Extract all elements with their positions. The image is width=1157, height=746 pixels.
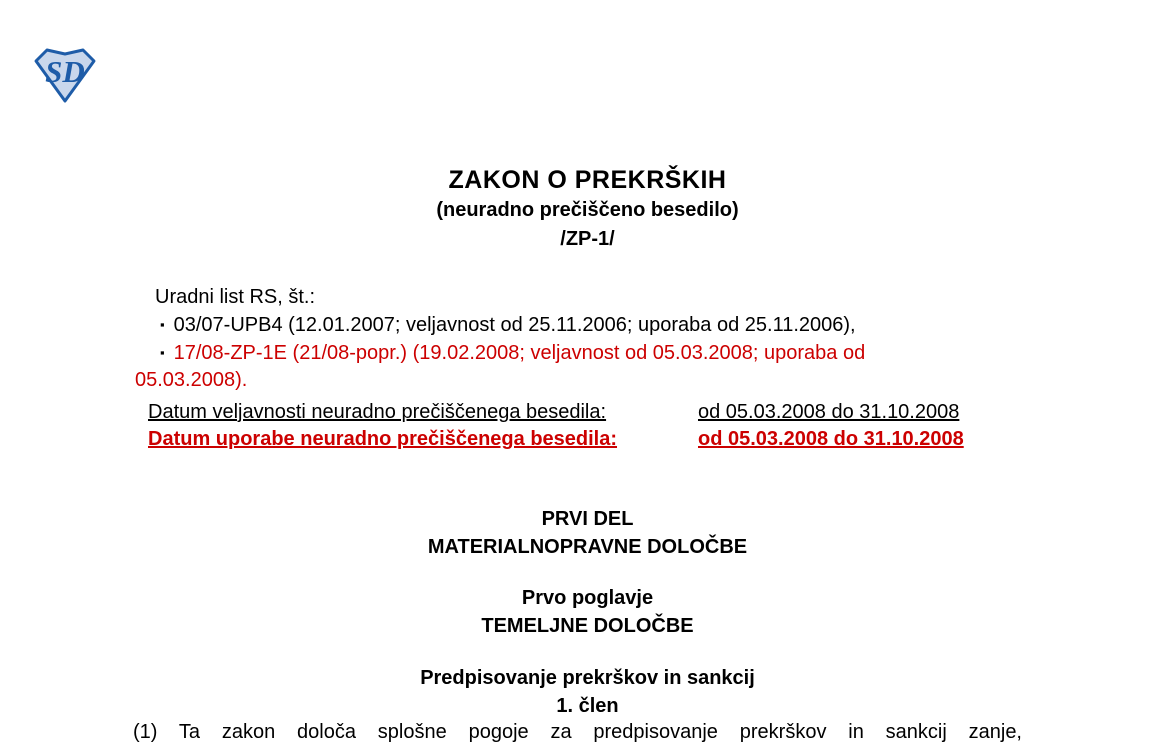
gazette-item-1: [135, 311, 1040, 339]
article-heading-block: [135, 664, 1040, 720]
gazette-item-1-text: 03/07-UPB4 (12.01.2007; veljavnost od 25.11.2006; uporaba od 25.11.2006),: [173, 314, 856, 336]
article-paragraph: (1) Ta zakon določa splošne pogoje za predpisovanje prekrškov in sankcij zanje,: [133, 721, 1022, 743]
document-title: ZAKON O PREKRŠKIH: [448, 166, 727, 194]
sd-logo-letters: SD: [45, 54, 85, 89]
gazette-item-2-text: 17/08-ZP-1E (21/08-popr.) (19.02.2008; veljavnost od 05.03.2008; uporaba od: [173, 342, 866, 364]
square-bullet-icon: ▪: [160, 317, 165, 332]
part-name: MATERIALNOPRAVNE DOLOČBE: [427, 536, 748, 558]
document-code: /ZP-1/: [560, 228, 615, 250]
article-heading: Predpisovanje prekrškov in sankcij: [420, 667, 755, 689]
gazette-intro: Uradni list RS, št.:: [155, 286, 316, 308]
title-block: [135, 165, 1040, 253]
validity-effective-label: Datum veljavnosti neuradno prečiščenega besedila:: [148, 401, 607, 423]
article-number: 1. člen: [556, 695, 619, 717]
validity-label-cell: [148, 399, 698, 426]
gazette-item-2-continuation: 05.03.2008).: [135, 369, 248, 391]
chapter-heading-block: [135, 584, 1040, 640]
validity-row-effective: [148, 399, 964, 426]
square-bullet-icon: ▪: [160, 345, 165, 360]
chapter-name: TEMELJNE DOLOČBE: [481, 615, 694, 637]
gazette-item-2: [135, 339, 1040, 367]
validity-row-applicable: [148, 426, 964, 453]
gazette-block: [135, 284, 1040, 394]
validity-label-cell: [148, 426, 698, 453]
sd-logo: [33, 46, 97, 104]
validity-applicable-value: od 05.03.2008 do 31.10.2008: [698, 428, 964, 450]
validity-effective-value: od 05.03.2008 do 31.10.2008: [698, 401, 960, 423]
document-subtitle: (neuradno prečiščeno besedilo): [436, 199, 739, 221]
part-heading-block: [135, 505, 1040, 561]
chapter-title: Prvo poglavje: [521, 587, 654, 609]
validity-applicable-label: Datum uporabe neuradno prečiščenega besedila:: [148, 428, 618, 450]
validity-block: [148, 399, 964, 453]
part-title: PRVI DEL: [541, 508, 634, 530]
